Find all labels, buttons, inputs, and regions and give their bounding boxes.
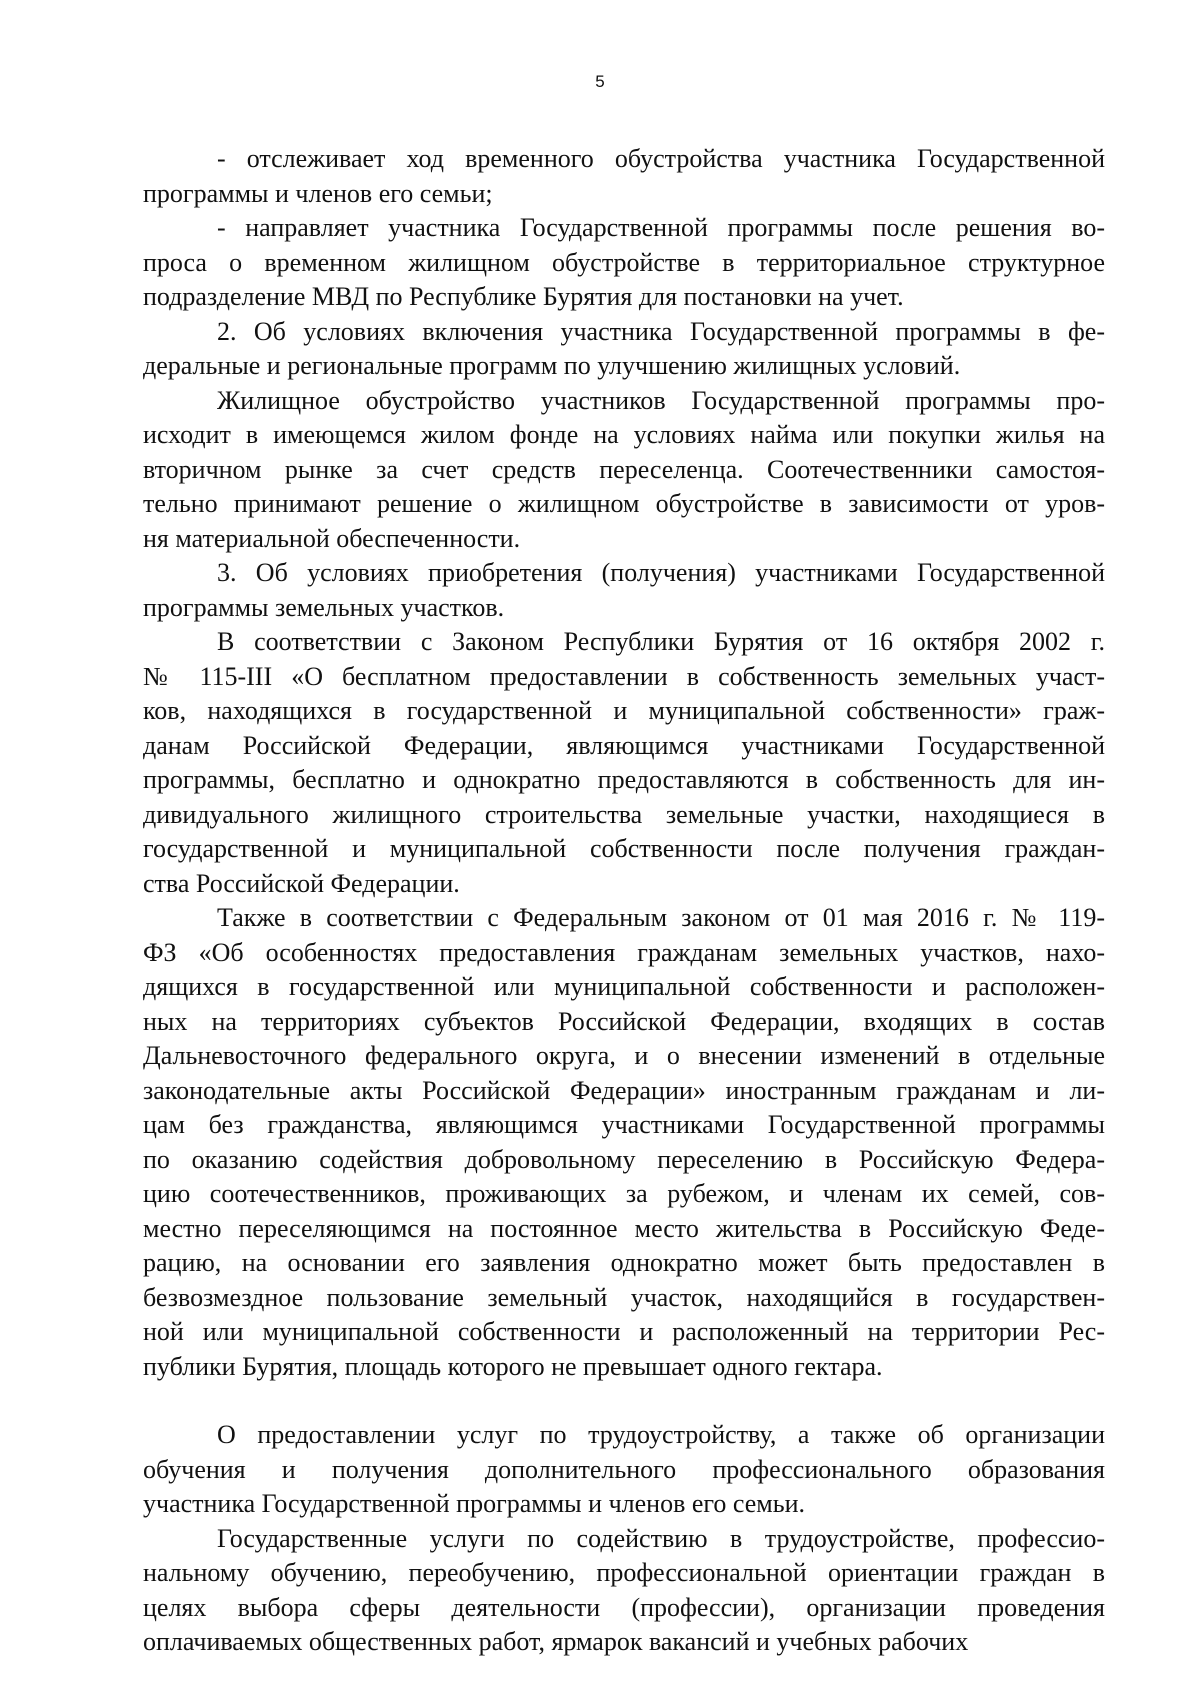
text-line: нальному обучению, переобучению, профессиональной ориентации граждан в [143,1558,1105,1587]
text-line: данам Российской Федерации, являющимся участниками Государственной [143,730,1105,760]
text-line: подразделение МВД по Республике Бурятия для постановки на учет. [143,282,904,311]
paragraph [143,142,1105,211]
text-line: обучения и получения дополнительного профессионального образования [143,1454,1105,1484]
text-line: безвозмездное пользование земельный участок, находящийся в государствен- [143,1282,1105,1312]
text-line: оплачиваемых общественных работ, ярмарок вакансий и учебных рабочих [143,1627,969,1656]
text-line: - направляет участника Государственной программы после решения во- [217,213,1105,242]
text-line: ной или муниципальной собственности и расположенный на территории Рес- [143,1317,1105,1346]
text-line: деральные и региональные программ по улучшению жилищных условий. [143,351,961,380]
text-line: исходит в имеющемся жилом фонде на условиях найма или покупки жилья на [143,420,1105,449]
text-line: тельно принимают решение о жилищном обустройстве в зависимости от уров- [143,489,1105,518]
text-line: проса о временном жилищном обустройстве в территориальное структурное [143,247,1105,277]
text-line: 2. Об условиях включения участника Государственной программы в фе- [217,316,1105,346]
text-line: О предоставлении услуг по трудоустройству, а также об организации [217,1420,1105,1449]
page-number: 5 [595,72,605,91]
text-line: - отслеживает ход временного обустройства участника Государственной [217,144,1105,173]
paragraph [143,556,1105,625]
text-line: программы, бесплатно и однократно предоставляются в собственность для ин- [143,765,1105,794]
text-line: публики Бурятия, площадь которого не превышает одного гектара. [143,1351,883,1381]
paragraph [143,625,1105,901]
text-line: программы земельных участков. [143,592,505,622]
text-line: ФЗ «Об особенностях предоставления гражданам земельных участков, нахо- [143,937,1105,967]
paragraph-gap [143,1384,1105,1418]
paragraph [143,901,1105,1384]
text-line: 3. Об условиях приобретения (получения) участниками Государственной [217,558,1105,587]
paragraph [143,384,1105,557]
text-line: вторичном рынке за счет средств переселенца. Соотечественники самостоя- [143,454,1105,484]
text-line: государственной и муниципальной собственности после получения граждан- [143,834,1105,863]
text-line: программы и членов его семьи; [143,178,493,208]
text-line: Также в соответствии с Федеральным законом от 01 мая 2016 г. № 119- [217,903,1105,932]
paragraph [143,315,1105,384]
text-line: рацию, на основании его заявления однократно может быть предоставлен в [143,1248,1105,1277]
text-line: № 115-III «О бесплатном предоставлении в собственность земельных участ- [143,661,1105,691]
text-line: ства Российской Федерации. [143,868,460,898]
text-line: Государственные услуги по содействию в трудоустройстве, профессио- [217,1523,1105,1553]
text-line: ня материальной обеспеченности. [143,523,521,553]
document-body [143,142,1105,1660]
text-line: местно переселяющимся на постоянное место жительства в Российскую Феде- [143,1213,1105,1243]
text-line: цам без гражданства, являющимся участниками Государственной программы [143,1110,1105,1139]
text-line: Жилищное обустройство участников Государственной программы про- [217,385,1105,415]
paragraph [143,211,1105,315]
text-line: целях выбора сферы деятельности (профессии), организации проведения [143,1592,1105,1622]
text-line: участника Государственной программы и членов его семьи. [143,1489,806,1518]
text-line: законодательные акты Российской Федерации» иностранным гражданам и ли- [143,1075,1105,1105]
text-line: дивидуального жилищного строительства земельные участки, находящиеся в [143,799,1105,829]
text-line: дящихся в государственной или муниципальной собственности и расположен- [143,972,1105,1001]
paragraph [143,1522,1105,1660]
text-line: по оказанию содействия добровольному переселению в Российскую Федера- [143,1144,1105,1174]
paragraph [143,1418,1105,1522]
text-line: ков, находящихся в государственной и муниципальной собственности» граж- [143,696,1105,725]
text-line: ных на территориях субъектов Российской Федерации, входящих в состав [143,1006,1105,1036]
text-line: цию соотечественников, проживающих за рубежом, и членам их семей, сов- [143,1179,1105,1208]
text-line: В соответствии с Законом Республики Бурятия от 16 октября 2002 г. [217,627,1105,656]
text-line: Дальневосточного федерального округа, и о внесении изменений в отдельные [143,1041,1105,1070]
